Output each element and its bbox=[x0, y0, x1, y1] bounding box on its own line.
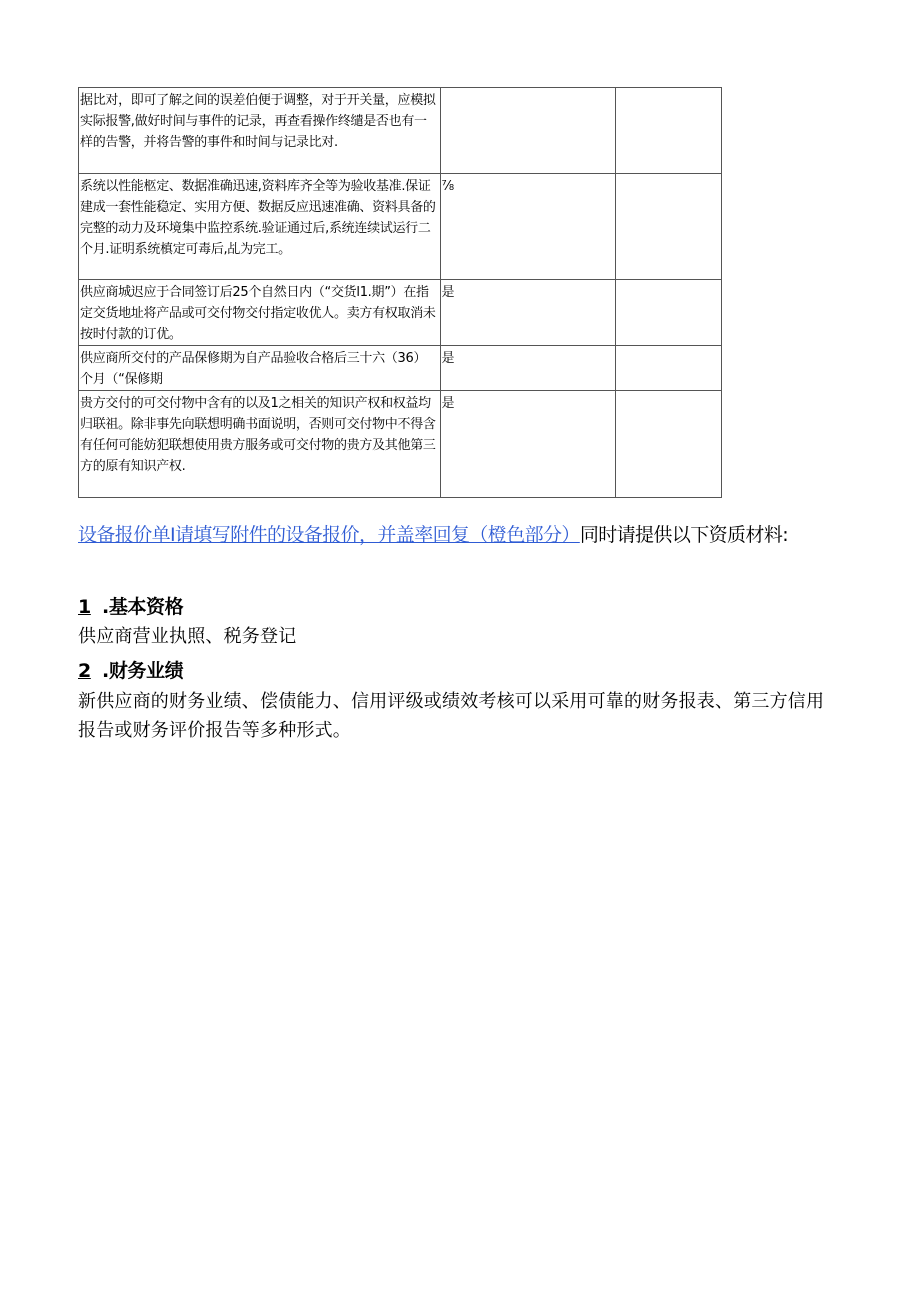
row-note bbox=[615, 391, 721, 498]
section-number: 2 bbox=[78, 660, 91, 682]
row-description: 据比对，即可了解之间的误差伯便于调整，对于开关量，应模拟实际报警,做好时间与事件的记录，再查看操作终缱是否也有一样的告警，并将告警的事件和时间与记录比对. bbox=[79, 88, 441, 174]
row-note bbox=[615, 174, 721, 280]
section-title: .财务业绩 bbox=[102, 660, 184, 682]
row-description: 供应商城迟应于合同签订后25个自然日内（“交货l1.期”）在指定交货地址将产品或可交付物交付指定收优人。卖方有权取消未按时付款的订优。 bbox=[79, 280, 441, 346]
row-note bbox=[615, 280, 721, 346]
row-description: 系统以性能柩定、数据准确迅速,资料库齐全等为验收基准.保证建成一套性能稳定、实用方便、数据反应迅速准确、资料具备的完整的动力及环境集中监控系统.验证通过后,系统连续试运行二个月.证明系统槙定可毒后,乩为完工。 bbox=[79, 174, 441, 280]
table-row bbox=[79, 174, 722, 280]
section-title: .基本资格 bbox=[102, 596, 184, 618]
table-row bbox=[79, 346, 722, 391]
section-number: 1 bbox=[78, 596, 91, 618]
row-description: 贵方交付的可交付物中含有的以及1之相关的知识产权和权益均归联祖。除非事先向联想明确书面说明，否则可交付物中不得含有任何可能妨犯联想使用贵方服务或可交付物的贵方及其他第三方的原有知识产权. bbox=[79, 391, 441, 498]
requirements-table bbox=[78, 87, 722, 498]
table-row bbox=[79, 280, 722, 346]
row-note bbox=[615, 88, 721, 174]
intro-paragraph bbox=[78, 519, 838, 551]
row-response bbox=[440, 88, 615, 174]
section-body-financial-performance: 新供应商的财务业绩、偿债能力、信用评级或绩效考核可以采用可靠的财务报表、第三方信用报告或财务评价报告等多种形式。 bbox=[78, 691, 825, 741]
row-note bbox=[615, 346, 721, 391]
table-row bbox=[79, 88, 722, 174]
section-heading-financial-performance bbox=[78, 657, 183, 685]
table-row bbox=[79, 391, 722, 498]
row-description: 供应商所交付的产品保修期为自产品验收合格后三十六（36）个月（“保修期 bbox=[79, 346, 441, 391]
section-heading-basic-qualification bbox=[78, 593, 183, 621]
row-response: 是 bbox=[440, 391, 615, 498]
row-response: 是 bbox=[440, 346, 615, 391]
row-response: ⅞ bbox=[440, 174, 615, 280]
row-response: 是 bbox=[440, 280, 615, 346]
section-body-basic-qualification: 供应商营业执照、税务登记 bbox=[78, 626, 297, 647]
quote-sheet-link[interactable]: 设备报价单I请填写附件的设备报价，并盖率回复（橙色部分） bbox=[78, 524, 580, 546]
intro-rest-text: 同时请提供以下资质材料: bbox=[579, 524, 789, 546]
